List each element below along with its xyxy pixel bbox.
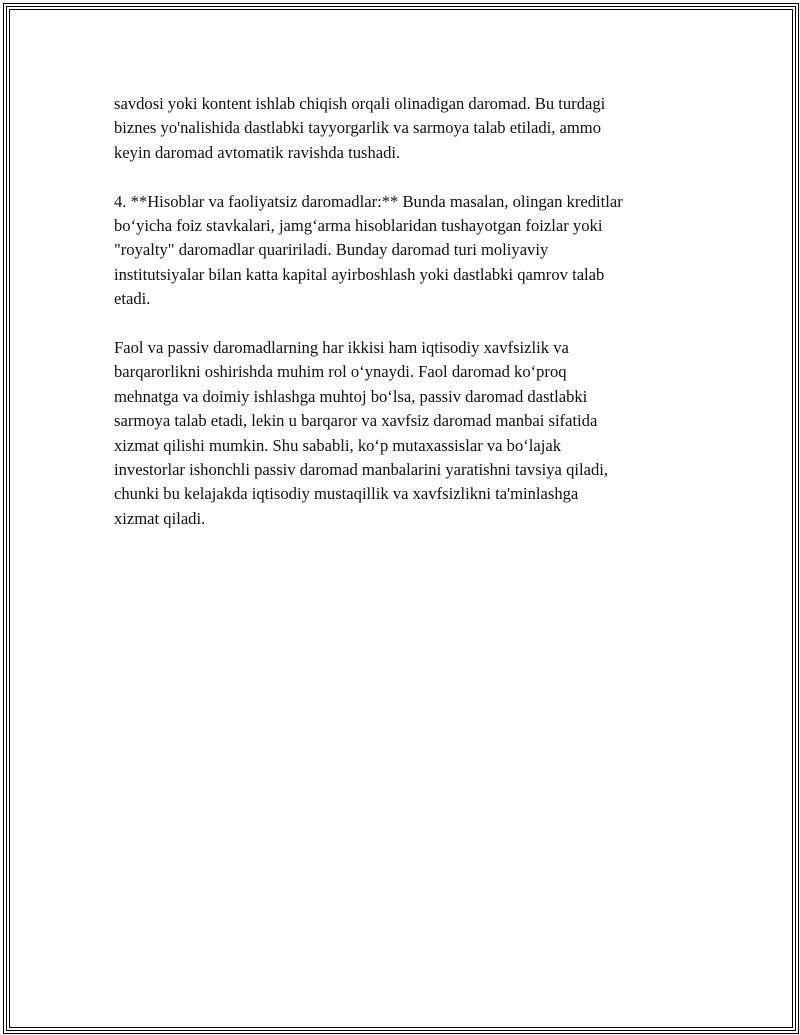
text-line: barqarorlikni oshirishda muhim rol o‘ynaydi. Faol daromad ko‘proq <box>114 362 567 382</box>
text-line: savdosi yoki kontent ishlab chiqish orqali olinadigan daromad. Bu turdagi <box>114 94 606 113</box>
text-line: biznes yo'nalishida dastlabki tayyorgarlik va sarmoya talab etiladi, ammo <box>114 118 601 138</box>
text-line: mehnatga va doimiy ishlashga muhtoj bo‘lsa, passiv daromad dastlabki <box>114 386 588 406</box>
text-line: institutsiyalar bilan katta kapital ayirboshlash yoki dastlabki qamrov talab <box>114 264 605 284</box>
document-body <box>114 92 694 556</box>
text-line: bo‘yicha foiz stavkalari, jamg‘arma hisoblaridan tushayotgan foizlar yoki <box>114 216 603 236</box>
paragraph-accounts-income <box>114 190 694 312</box>
paragraph-income-example <box>114 92 694 165</box>
text-line: investorlar ishonchli passiv daromad manbalarini yaratishni tavsiya qiladi, <box>114 460 609 480</box>
text-line: xizmat qiladi. <box>114 508 206 528</box>
text-line: xizmat qilishi mumkin. Shu sababli, ko‘p mutaxassislar va bo‘lajak <box>114 435 562 455</box>
text-line: Faol va passiv daromadlarning har ikkisi ham iqtisodiy xavfsizlik va <box>114 338 569 358</box>
text-line: "royalty" daromadlar quaririladi. Bunday daromad turi moliyaviy <box>114 240 549 260</box>
text-line: chunki bu kelajakda iqtisodiy mustaqillik va xavfsizlikni ta'minlashga <box>114 484 579 504</box>
text-line: sarmoya talab etadi, lekin u barqaror va xavfsiz daromad manbai sifatida <box>114 411 598 431</box>
text-line: etadi. <box>114 289 151 309</box>
text-line: keyin daromad avtomatik ravishda tushadi. <box>114 142 401 162</box>
text-line: 4. **Hisoblar va faoliyatsiz daromadlar:** Bunda masalan, olingan kreditlar <box>114 191 623 211</box>
paragraph-conclusion <box>114 336 694 531</box>
